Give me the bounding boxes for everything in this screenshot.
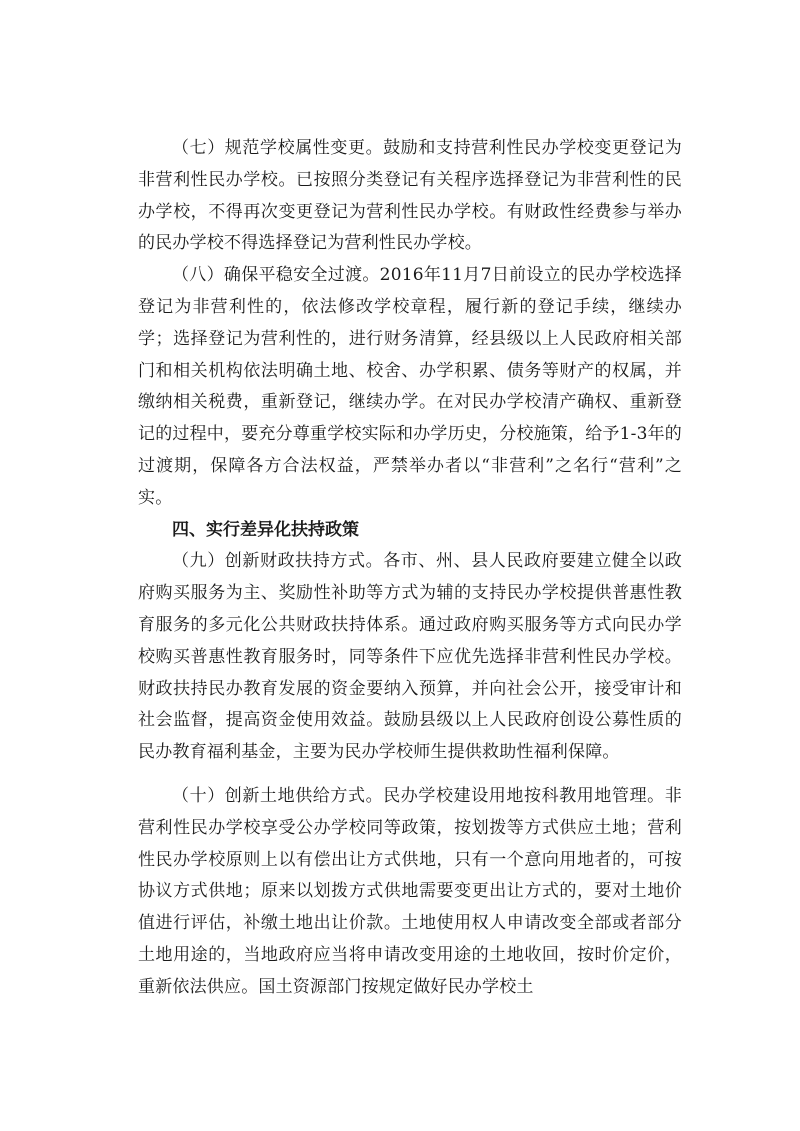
paragraph-section-8: （八）确保平稳安全过渡。2016年11月7日前设立的民办学校选择登记为非营利性的，依法修改学校章程，履行新的登记手续，继续办学；选择登记为营利性的，进行财务清算，经县级以上人民政府相关部门和相关机构依法明确土地、校舍、办学积累、债务等财产的权属，并缴纳相关税费，重新登记，继续办学。在对民办学校清产确权、重新登记的过程中，要充分尊重学校实际和办学历史，分校施策，给予1-3年的过渡期，保障各方合法权益，严禁举办者以“非营利”之名行“营利”之实。	[138, 265, 682, 508]
section-heading-4: 四、实行差异化扶持政策	[172, 519, 359, 540]
paragraph-section-10: （十）创新土地供给方式。民办学校建设用地按科教用地管理。非营利性民办学校享受公办学校同等政策，按划拨等方式供应土地；营利性民办学校原则上以有偿出让方式供地，只有一个意向用地者的，可按协议方式供地；原来以划拨方式供地需要变更出让方式的，要对土地价值进行评估，补缴土地出让价款。土地使用权人申请改变全部或者部分土地用途的，当地政府应当将申请改变用途的土地收回，按时价定价，重新依法供应。国土资源部门按规定做好民办学校土	[138, 785, 682, 997]
paragraph-section-9: （九）创新财政扶持方式。各市、州、县人民政府要建立健全以政府购买服务为主、奖励性补助等方式为辅的支持民办学校提供普惠性教育服务的多元化公共财政扶持体系。通过政府购买服务等方式向民办学校购买普惠性教育服务时，同等条件下应优先选择非营利性民办学校。财政扶持民办教育发展的资金要纳入预算，并向社会公开，接受审计和社会监督，提高资金使用效益。鼓励县级以上人民政府创设公募性质的民办教育福利基金，主要为民办学校师生提供救助性福利保障。	[138, 551, 682, 763]
document-body	[138, 133, 682, 1004]
paragraph-section-7: （七）规范学校属性变更。鼓励和支持营利性民办学校变更登记为非营利性民办学校。已按照分类登记有关程序选择登记为非营利性的民办学校，不得再次变更登记为营利性民办学校。有财政性经费参与举办的民办学校不得选择登记为营利性民办学校。	[138, 138, 682, 254]
